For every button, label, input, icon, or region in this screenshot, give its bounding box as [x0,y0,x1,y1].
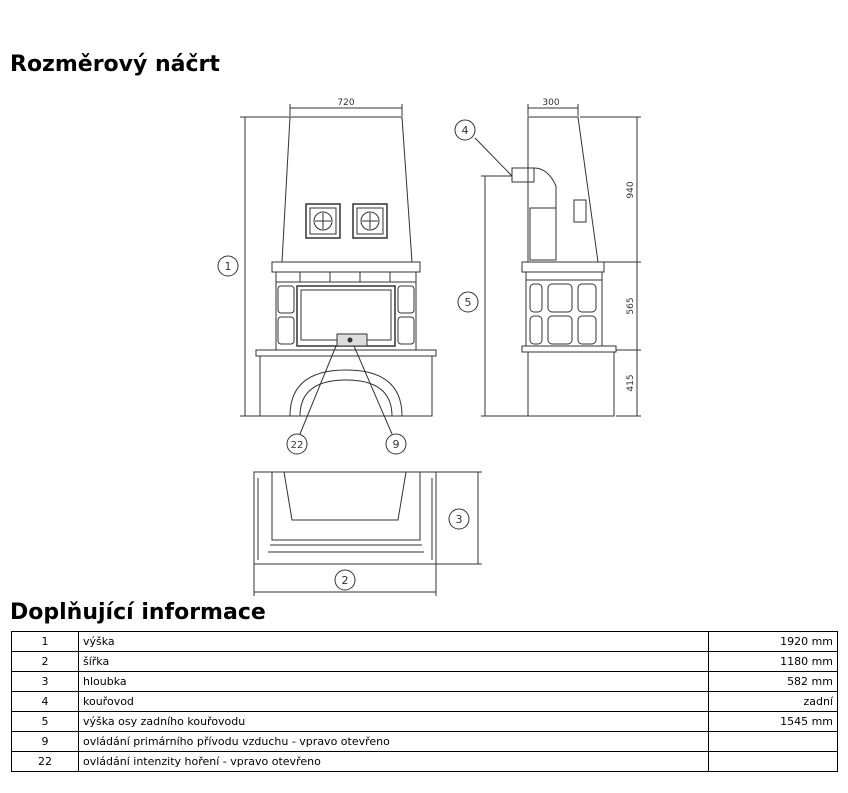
dim-940: 940 [626,181,636,199]
svg-text:3: 3 [455,513,463,526]
row-number: 3 [12,672,79,692]
side-view [475,104,641,416]
table-row [12,732,838,752]
dim-720: 720 [337,98,355,108]
row-label: ovládání primárního přívodu vzduchu - vpravo otevřeno [79,732,709,752]
dim-300: 300 [542,98,560,108]
front-view [240,104,436,434]
svg-text:4: 4 [461,124,469,137]
svg-text:2: 2 [341,574,349,587]
decor-tile-right [353,204,387,238]
top-view [254,472,482,596]
row-label: ovládání intenzity hoření - vpravo otevřeno [79,752,709,772]
row-value: zadní [709,692,838,712]
row-number: 9 [12,732,79,752]
callout-22 [287,434,307,454]
row-number: 5 [12,712,79,732]
row-label: výška [79,632,709,652]
svg-text:9: 9 [392,438,400,451]
table-row [12,672,838,692]
sketch-heading: Rozměrový náčrt [10,52,220,77]
row-value: 1180 mm [709,652,838,672]
decor-tile-left [306,204,340,238]
dim-415: 415 [626,374,636,392]
row-label: kouřovod [79,692,709,712]
table-row [12,652,838,672]
table-row [12,712,838,732]
row-label: hloubka [79,672,709,692]
callout-5 [458,292,478,312]
row-value [709,752,838,772]
info-heading: Doplňující informace [10,600,266,625]
svg-text:5: 5 [464,296,472,309]
row-value: 1545 mm [709,712,838,732]
info-table [11,631,838,772]
callout-1 [218,256,238,276]
row-number: 4 [12,692,79,712]
callout-3 [449,509,469,529]
dim-565: 565 [626,297,636,315]
row-number: 1 [12,632,79,652]
callout-9 [386,434,406,454]
row-value: 1920 mm [709,632,838,652]
row-number: 2 [12,652,79,672]
row-number: 22 [12,752,79,772]
table-row [12,752,838,772]
row-label: výška osy zadního kouřovodu [79,712,709,732]
table-row [12,692,838,712]
row-label: šířka [79,652,709,672]
callout-2 [335,570,355,590]
table-row [12,632,838,652]
row-value [709,732,838,752]
svg-text:1: 1 [224,260,232,273]
callout-4 [455,120,475,140]
svg-text:22: 22 [290,440,304,451]
row-value: 582 mm [709,672,838,692]
